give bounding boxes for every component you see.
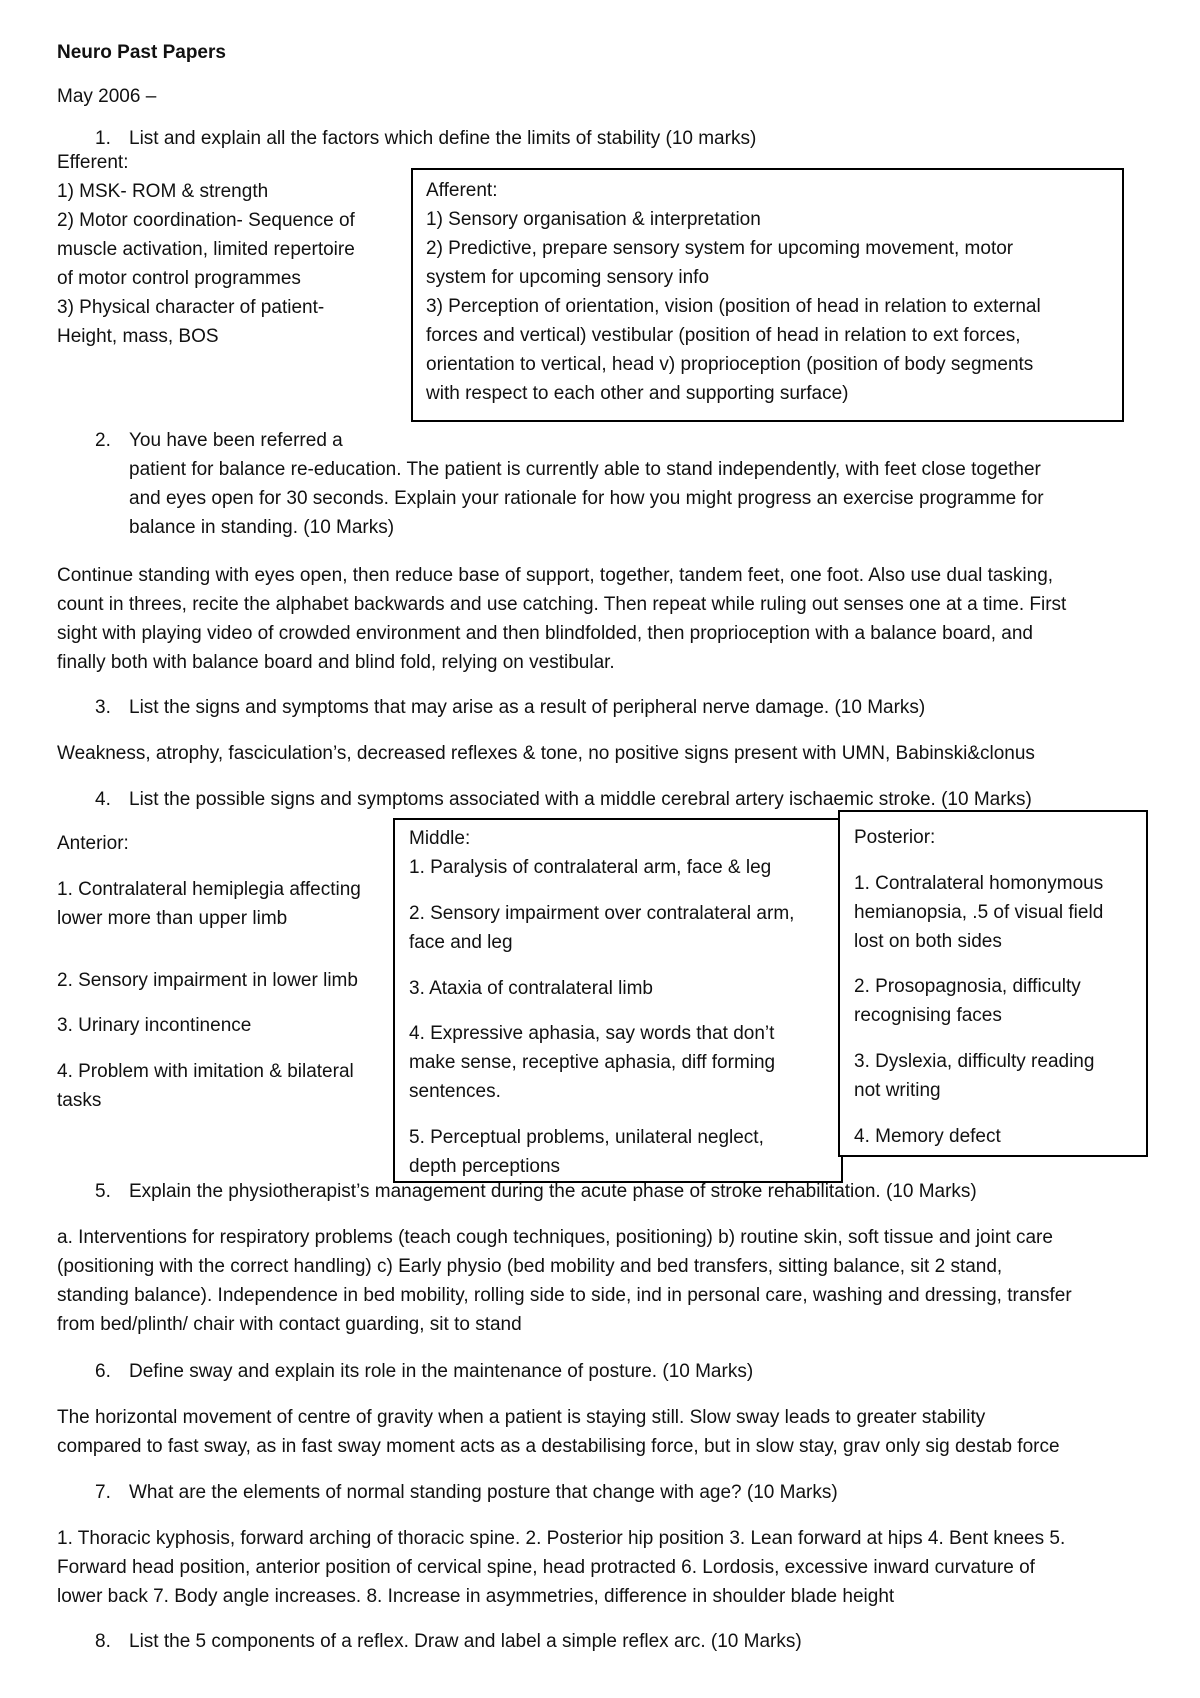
posterior-line: hemianopsia, .5 of visual field <box>854 902 1104 923</box>
anterior-line: 4. Problem with imitation & bilateral <box>57 1061 354 1082</box>
efferent-line: 1) MSK- ROM & strength <box>57 181 269 202</box>
efferent-line: Height, mass, BOS <box>57 326 219 347</box>
question-3 <box>95 693 925 722</box>
question-5 <box>95 1177 977 1206</box>
efferent-line: of motor control programmes <box>57 268 301 289</box>
efferent-line: 3) Physical character of patient- <box>57 297 325 318</box>
question-6 <box>95 1357 753 1386</box>
middle-box <box>393 818 843 1183</box>
afferent-line: 3) Perception of orientation, vision (position of head in relation to external <box>426 296 1041 317</box>
middle-line: 2. Sensory impairment over contralateral arm, <box>409 903 795 924</box>
posterior-title: Posterior: <box>854 827 936 848</box>
answer-line: count in threes, recite the alphabet backwards and use catching. Then repeat while ruling out senses one at a time. First <box>57 594 1067 615</box>
answer-line: (positioning with the correct handling) c) Early physio (bed mobility and bed transfers, sitting balance, sit 2 stand, <box>57 1256 1003 1277</box>
middle-title: Middle: <box>409 828 471 849</box>
afferent-title: Afferent: <box>426 180 498 201</box>
answer-line: finally both with balance board and blind fold, relying on vestibular. <box>57 652 615 673</box>
efferent-line: muscle activation, limited repertoire <box>57 239 355 260</box>
posterior-line: not writing <box>854 1080 941 1101</box>
answer-line: Continue standing with eyes open, then reduce base of support, together, tandem feet, one foot. Also use dual tasking, <box>57 565 1054 586</box>
answer-line: a. Interventions for respiratory problems (teach cough techniques, positioning) b) routine skin, soft tissue and joint care <box>57 1227 1053 1248</box>
question-number: 8. <box>95 1631 111 1652</box>
answer-line: Forward head position, anterior position of cervical spine, head protracted 6. Lordosis, excessive inward curvature of <box>57 1557 1035 1578</box>
question-text: Define sway and explain its role in the maintenance of posture. (10 Marks) <box>129 1361 754 1382</box>
efferent-line: 2) Motor coordination- Sequence of <box>57 210 355 231</box>
question-7 <box>95 1478 838 1507</box>
middle-line: depth perceptions <box>409 1156 561 1177</box>
middle-item-2 <box>409 899 794 957</box>
posterior-line: 1. Contralateral homonymous <box>854 873 1104 894</box>
anterior-title: Anterior: <box>57 833 129 854</box>
middle-item-4 <box>409 1019 775 1106</box>
question-8 <box>95 1627 802 1656</box>
afferent-line: 1) Sensory organisation & interpretation <box>426 209 761 230</box>
question-line: and eyes open for 30 seconds. Explain your rationale for how you might progress an exercise programme for <box>129 488 1044 509</box>
afferent-line: with respect to each other and supporting surface) <box>426 383 849 404</box>
anterior-line: tasks <box>57 1090 102 1111</box>
question-number: 7. <box>95 1482 111 1503</box>
question-number: 4. <box>95 789 111 810</box>
afferent-box <box>411 168 1124 422</box>
posterior-item-4: 4. Memory defect <box>854 1126 1001 1147</box>
anterior-item-4 <box>57 1057 354 1115</box>
posterior-item-3 <box>854 1047 1094 1105</box>
exam-date: May 2006 – <box>57 86 157 107</box>
question-line: You have been referred a <box>129 430 343 451</box>
question-text: List the signs and symptoms that may arise as a result of peripheral nerve damage. (10 Marks) <box>129 697 926 718</box>
question-number: 5. <box>95 1181 111 1202</box>
answer-line: 1. Thoracic kyphosis, forward arching of thoracic spine. 2. Posterior hip position 3. Lean forward at hips 4. Bent knees 5. <box>57 1528 1066 1549</box>
afferent-line: forces and vertical) vestibular (position of head in relation to ext forces, <box>426 325 1021 346</box>
question-text: Explain the physiotherapist’s management during the acute phase of stroke rehabilitation. (10 Marks) <box>129 1181 977 1202</box>
middle-line: make sense, receptive aphasia, diff forming <box>409 1052 776 1073</box>
efferent-section <box>57 148 355 351</box>
question-number: 6. <box>95 1361 111 1382</box>
question-2-number: 2. <box>95 430 111 451</box>
afferent-line: 2) Predictive, prepare sensory system for upcoming movement, motor <box>426 238 1014 259</box>
afferent-line: orientation to vertical, head v) proprioception (position of body segments <box>426 354 1034 375</box>
page-title: Neuro Past Papers <box>57 42 226 63</box>
middle-line: 4. Expressive aphasia, say words that don’t <box>409 1023 775 1044</box>
answer-3: Weakness, atrophy, fasciculation’s, decreased reflexes & tone, no positive signs present with UMN, Babinski&clonus <box>57 743 1035 764</box>
posterior-line: recognising faces <box>854 1005 1002 1026</box>
posterior-line: 2. Prosopagnosia, difficulty <box>854 976 1081 997</box>
question-2 <box>129 426 1044 542</box>
answer-line: The horizontal movement of centre of gravity when a patient is staying still. Slow sway leads to greater stability <box>57 1407 986 1428</box>
middle-line: sentences. <box>409 1081 501 1102</box>
question-text: List the 5 components of a reflex. Draw and label a simple reflex arc. (10 Marks) <box>129 1631 802 1652</box>
question-number: 1. <box>95 128 111 149</box>
answer-line: sight with playing video of crowded environment and then blindfolded, then proprioception with a balance board, and <box>57 623 1033 644</box>
question-line: patient for balance re-education. The patient is currently able to stand independently, with feet close together <box>129 459 1041 480</box>
anterior-item-3: 3. Urinary incontinence <box>57 1015 252 1036</box>
question-text: List the possible signs and symptoms associated with a middle cerebral artery ischaemic stroke. (10 Marks) <box>129 789 1032 810</box>
posterior-line: 3. Dyslexia, difficulty reading <box>854 1051 1095 1072</box>
answer-7 <box>57 1524 1065 1611</box>
question-text: List and explain all the factors which define the limits of stability (10 marks) <box>129 128 757 149</box>
middle-line: face and leg <box>409 932 513 953</box>
question-text: What are the elements of normal standing posture that change with age? (10 Marks) <box>129 1482 838 1503</box>
posterior-item-1 <box>854 869 1103 956</box>
anterior-line: lower more than upper limb <box>57 908 288 929</box>
middle-item-5 <box>409 1123 764 1181</box>
question-line: balance in standing. (10 Marks) <box>129 517 395 538</box>
efferent-title: Efferent: <box>57 152 129 173</box>
answer-line: lower back 7. Body angle increases. 8. Increase in asymmetries, difference in shoulder blade height <box>57 1586 895 1607</box>
middle-item-1: 1. Paralysis of contralateral arm, face & leg <box>409 857 772 878</box>
answer-6 <box>57 1403 1060 1461</box>
anterior-line: 1. Contralateral hemiplegia affecting <box>57 879 361 900</box>
anterior-item-2: 2. Sensory impairment in lower limb <box>57 970 358 991</box>
middle-line: 5. Perceptual problems, unilateral neglect, <box>409 1127 764 1148</box>
answer-line: compared to fast sway, as in fast sway moment acts as a destabilising force, but in slow stay, grav only sig destab force <box>57 1436 1060 1457</box>
posterior-box <box>838 810 1148 1157</box>
answer-line: standing balance). Independence in bed mobility, rolling side to side, ind in personal care, washing and dressing, transfer <box>57 1285 1072 1306</box>
posterior-item-2 <box>854 972 1081 1030</box>
posterior-line: lost on both sides <box>854 931 1002 952</box>
afferent-line: system for upcoming sensory info <box>426 267 710 288</box>
answer-5 <box>57 1223 1072 1339</box>
question-number: 3. <box>95 697 111 718</box>
answer-2 <box>57 561 1066 677</box>
anterior-item-1 <box>57 875 361 933</box>
answer-line: from bed/plinth/ chair with contact guarding, sit to stand <box>57 1314 522 1335</box>
middle-item-3: 3. Ataxia of contralateral limb <box>409 978 653 999</box>
